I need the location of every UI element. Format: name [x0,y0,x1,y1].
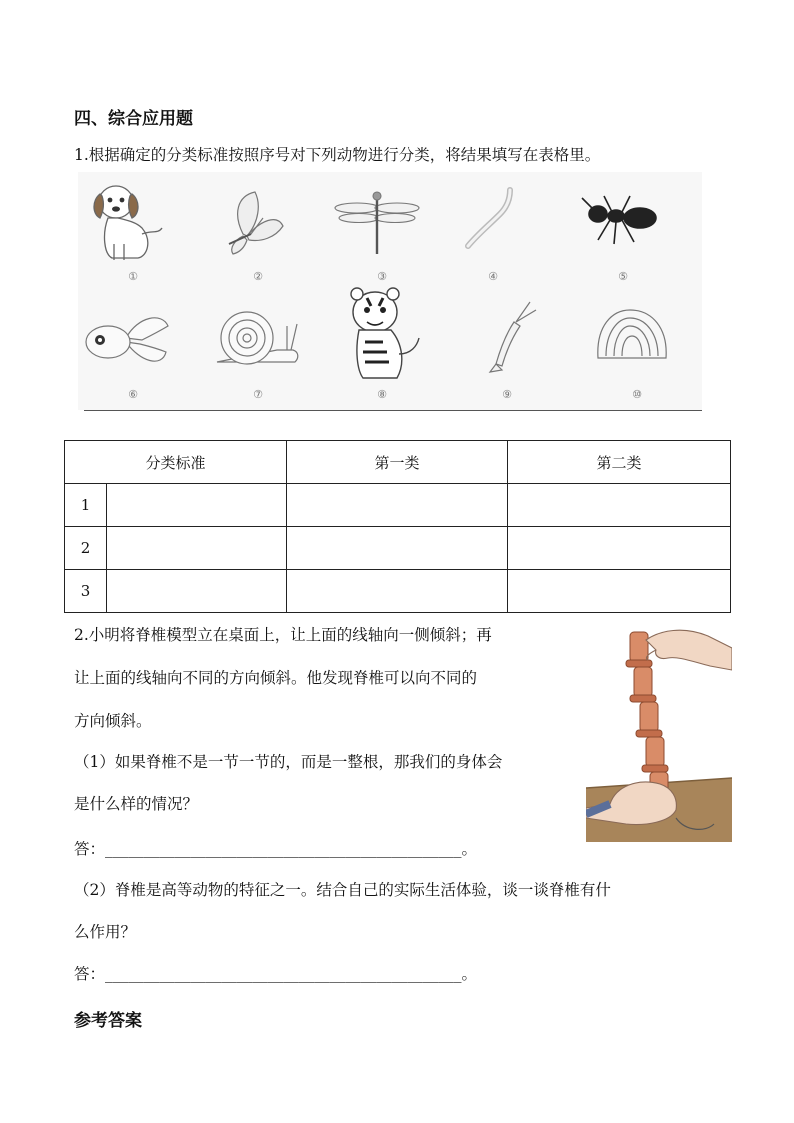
animal-number-5: ⑤ [618,270,628,283]
animal-number-9: ⑨ [502,388,512,401]
animal-cell-9 [452,292,562,410]
goldfish-icon [78,292,188,388]
animal-cell-10 [582,292,692,410]
animal-number-4: ④ [488,270,498,283]
table-row [65,527,731,570]
animal-number-6: ⑥ [128,388,138,401]
answer-1-line[interactable]: 答：______________________________________________。 [74,840,478,858]
table-header-row [65,441,731,484]
butterfly-icon [203,174,313,270]
second-class-cell[interactable] [508,570,731,613]
section-title: 四、综合应用题 [74,109,193,129]
answer-2-line[interactable]: 答：______________________________________________。 [74,965,478,983]
animal-cell-5 [568,174,678,292]
criteria-cell[interactable] [107,527,287,570]
table-row [65,484,731,527]
sub-question-2-line-1: （2）脊椎是高等动物的特征之一。结合自己的实际生活体验，谈一谈脊椎有什 [74,881,611,899]
animal-cell-6 [78,292,188,410]
row-number: 3 [65,570,107,613]
first-class-cell[interactable] [287,570,508,613]
reference-answer-title: 参考答案 [74,1011,142,1031]
header-first-class: 第一类 [287,441,508,484]
spine-model-illustration [586,618,732,842]
row-number: 2 [65,527,107,570]
sub-question-1-line-1: （1）如果脊椎不是一节一节的，而是一整根，那我们的身体会 [74,753,503,771]
criteria-cell[interactable] [107,484,287,527]
animal-cell-8 [327,284,437,402]
animal-cell-2 [203,174,313,292]
dog-icon [78,174,188,270]
first-class-cell[interactable] [287,527,508,570]
criteria-cell[interactable] [107,570,287,613]
second-class-cell[interactable] [508,484,731,527]
spine-model-icon [586,618,732,842]
animal-number-2: ② [253,270,263,283]
second-class-cell[interactable] [508,527,731,570]
header-second-class: 第二类 [508,441,731,484]
classification-table [64,440,731,613]
sub-question-2-line-2: 么作用？ [74,923,137,941]
animal-number-3: ③ [377,270,387,283]
animal-number-1: ① [128,270,138,283]
animal-number-8: ⑧ [377,388,387,401]
table-row [65,570,731,613]
animal-cell-3 [327,174,437,292]
tiger-icon [327,284,437,388]
header-criteria: 分类标准 [65,441,287,484]
animal-cell-7 [203,292,313,410]
panel-divider [84,410,702,411]
question-2-line-3: 方向倾斜。 [74,712,152,730]
dragonfly-icon [327,174,437,270]
animal-picture-panel [78,172,702,410]
animal-cell-4 [438,174,548,292]
question-2-line-1: 2.小明将脊椎模型立在桌面上，让上面的线轴向一侧倾斜；再 [74,626,492,644]
earthworm-icon [438,174,548,270]
question-2-line-2: 让上面的线轴向不同的方向倾斜。他发现脊椎可以向不同的 [74,669,478,687]
shrimp-icon [452,292,562,388]
row-number: 1 [65,484,107,527]
ant-icon [568,174,678,270]
clam-icon [582,292,692,388]
sub-question-1-line-2: 是什么样的情况？ [74,795,199,813]
animal-number-10: ⑩ [632,388,642,401]
snail-icon [203,292,313,388]
question-1-text: 1.根据确定的分类标准按照序号对下列动物进行分类，将结果填写在表格里。 [74,146,601,164]
animal-cell-1 [78,174,188,292]
animal-number-7: ⑦ [253,388,263,401]
first-class-cell[interactable] [287,484,508,527]
